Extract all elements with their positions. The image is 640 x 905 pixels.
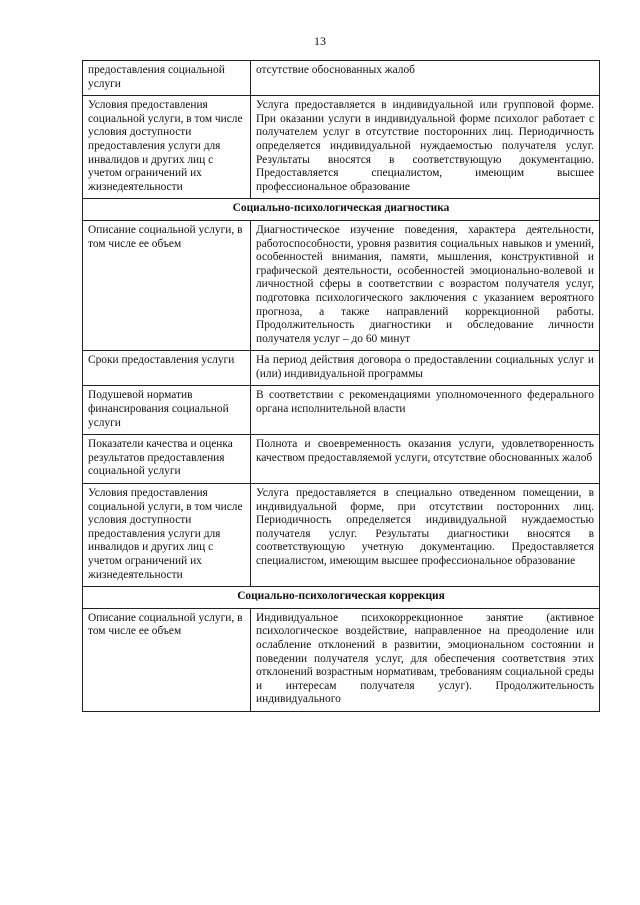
- section-heading-row: [83, 587, 600, 609]
- table-row: [83, 386, 600, 435]
- section-heading-row: [83, 199, 600, 221]
- row-label: Условия предоставления социальной услуги, в том числе условия доступности предоставления услуги для инвалидов и других лиц с учетом ограничений их жизнедеятельности: [83, 484, 251, 587]
- row-label: Сроки предоставления услуги: [83, 351, 251, 386]
- table-row: [83, 435, 600, 484]
- row-value: Услуга предоставляется в специально отведенном помещении, в индивидуальной форме, при отсутствии посторонних лиц. Периодичность определяется индивидуальной нуждаемостью получателя услуг. Результаты диагностики вносятся в соответствующую учетную документацию. Предоставляется специалистом, имеющим высшее профессиональное образование: [251, 484, 600, 587]
- row-label: Описание социальной услуги, в том числе ее объем: [83, 220, 251, 350]
- row-value: На период действия договора о предоставлении социальных услуг и (или) индивидуальной программы: [251, 351, 600, 386]
- row-value: Полнота и своевременность оказания услуги, удовлетворенность качеством предоставляемой услуги, отсутствие обоснованных жалоб: [251, 435, 600, 484]
- row-label: Условия предоставления социальной услуги, в том числе условия доступности предоставления услуги для инвалидов и других лиц с учетом ограничений их жизнедеятельности: [83, 96, 251, 199]
- table-row: [83, 484, 600, 587]
- page-number: 13: [314, 34, 326, 48]
- row-label: Описание социальной услуги, в том числе ее объем: [83, 608, 251, 711]
- row-value: В соответствии с рекомендациями уполномоченного федерального органа исполнительной власти: [251, 386, 600, 435]
- table-row: [83, 351, 600, 386]
- row-label: предоставления социальной услуги: [83, 61, 251, 96]
- services-table: [82, 60, 600, 712]
- table-row: [83, 608, 600, 711]
- row-value: Индивидуальное психокоррекционное занятие (активное психологическое воздействие, направленное на преодоление или ослабление отклонений в развитии, эмоциональном состоянии и поведении получателя услуг, для обеспечения соответствия этих отклонений возрастным нормативам, требованиям социальной среды и интересам получателя услуг). Продолжительность индивидуального: [251, 608, 600, 711]
- table-row: [83, 220, 600, 350]
- row-value: Услуга предоставляется в индивидуальной или групповой форме. При оказании услуги в индивидуальной форме психолог работает с получателем услуг в отсутствие посторонних лиц. Периодичность определяется индивидуальной нуждаемостью получателя услуг. Результаты вносятся в соответствующую документацию. Предоставляется специалистом, имеющим высшее профессиональное образование: [251, 96, 600, 199]
- row-label: Подушевой норматив финансирования социальной услуги: [83, 386, 251, 435]
- row-value: Диагностическое изучение поведения, характера деятельности, работоспособности, уровня развития социальных навыков и умений, особенностей внимания, памяти, мышления, конструктивной и графической деятельности, особенностей эмоционально-волевой и личностной сферы в соответствии с возрастом получателя услуг, подготовка психологического заключения с указанием вероятного прогноза, а также направлений коррекционной работы. Продолжительность диагностики и обследование личности получателя услуг – до 60 минут: [251, 220, 600, 350]
- table-row: [83, 61, 600, 96]
- row-value: отсутствие обоснованных жалоб: [251, 61, 600, 96]
- section-heading: Социально-психологическая диагностика: [83, 199, 600, 221]
- table-row: [83, 96, 600, 199]
- row-label: Показатели качества и оценка результатов предоставления социальной услуги: [83, 435, 251, 484]
- section-heading: Социально-психологическая коррекция: [83, 587, 600, 609]
